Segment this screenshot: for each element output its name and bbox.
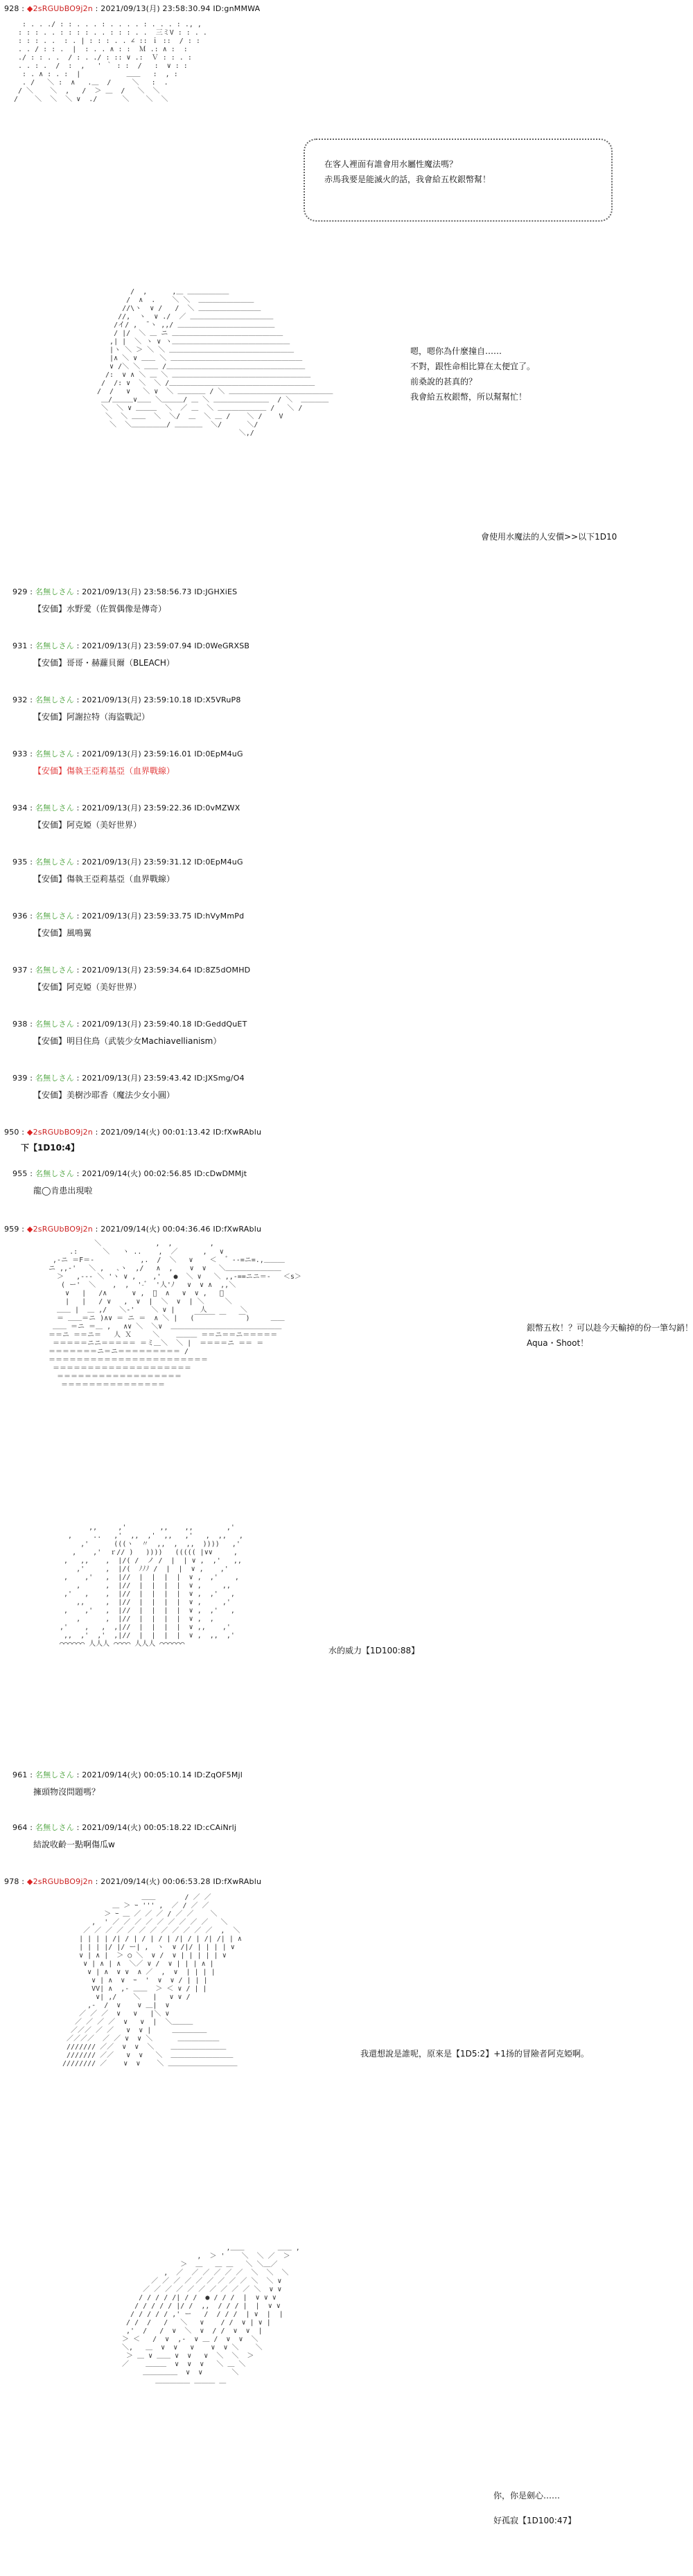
post-body: 【安価】水野愛（佐賀偶像是傳奇）	[33, 604, 167, 614]
speech-line: 銀幣五枚！？可以趁今天輸掉的份一筆勾銷！	[527, 1323, 693, 1333]
poster-name: 名無しさん	[35, 587, 74, 596]
post-body: 【安価】風鳴翼	[33, 928, 92, 938]
post-number[interactable]: 964	[12, 1823, 28, 1832]
post-number[interactable]: 961	[12, 1770, 28, 1779]
poster-name: 名無しさん	[35, 1074, 74, 1083]
post-number[interactable]: 938	[12, 1020, 28, 1029]
post-date: 2021/09/13(月) 23:58:30.94	[100, 4, 211, 13]
poster-id[interactable]: ID:fXwRAblu	[213, 1128, 262, 1137]
bubble-text	[324, 157, 491, 187]
reply-post: 964 : 名無しさん : 2021/09/14(火) 00:05:18.22 ID:cCAiNrlj 結說收齡一點啊傷瓜w	[12, 1823, 237, 1849]
poster-name: 名無しさん	[35, 641, 74, 650]
post-number[interactable]: 939	[12, 1074, 28, 1083]
post-header: 978 : ◆2sRGUbBO9j2n : 2021/09/14(火) 00:06:53.28 ID:fXwRAblu	[4, 1877, 262, 1886]
post-body: 【安価】美樹沙耶香（魔法少女小圓）	[33, 1090, 175, 1100]
post-number[interactable]: 929	[12, 587, 28, 596]
anka-instruction: 會使用水魔法的人安價>>以下1D10	[481, 532, 617, 542]
poster-id[interactable]: ID:cDwDMMjt	[194, 1169, 247, 1178]
speech-line: 你，你是劍心……	[493, 2491, 561, 2501]
post-body: 【安価】傷執王亞莉基亞（血界戰線）	[33, 766, 175, 776]
post-date: 2021/09/13(月) 23:59:34.64	[82, 966, 192, 975]
reply-post: 938 : 名無しさん : 2021/09/13(月) 23:59:40.18 ID:GeddQuET 【安価】明目住鳥（武装少女Machiavellianism）	[12, 1018, 250, 1072]
poster-id[interactable]: ID:ZqOF5Mjl	[194, 1770, 243, 1779]
ascii-art-aqua: ＼ , , , .: ＼ ヽ .. , ／ , ∨ ,-ニ ＝F＝- ,. / ＼ ∨ ＜ ゛--=ニ=.,＿＿＿ ニ ,,-' ＼ , ､ヽ ,/ ∧ , ∨ ∨ ＼＿＿＿＿＿＿＿＿ ＞ ,--- ＼ 'ヽ ∨ , ,' ● ＼ ∨ ＼ ,,-==ニニ＝- ＜s＞ ( ー' ＼ , , '-ﾞ '人'ﾉ ∨ ∨ ∧ ,,＼ ∨ | /∧ ∨ , ﾞ ∧ ∨ ∨ , ＼ | | / ∨ , ∨ | ＼ ∨ | ＼ ＼ ＿＿ | ＿ ,/ ＼-' ＼ ∨ | 人 ＼ ＝ ＿＿＝ニ )∧∨ ＝ ニ ＝ ∧ ＼ | (￣￣￣ ￣ ￣) ＿＿ ＿＿ ＝ニ ＝＿ , ∧∨ ＼ ＼∨ ＿＿＿＿＿＿＿＿＿＿＿＿＿＿＿＿ ＝＝ニ ＝＝ニ＝ 人 Ｘ ＼ ＿＿＿ ＝＝ニ＝＝ニ＝＝＝＝＝ ＝＝＝＝＝ニニ＝＝＝＝＝ ＝ミ＿＼ ＼ | ＝＝＝＝ニ ＝＝ ＝ ＝＝＝＝＝＝＝ニ＝ニ＝＝＝＝＝＝＝＝＝ / ＝＝＝＝＝＝＝＝＝＝＝＝＝＝＝＝＝＝＝＝＝＝＝ ＝＝＝＝＝＝＝＝＝＝＝＝＝＝＝＝＝＝＝＝ ＝＝＝＝＝＝＝＝＝＝＝＝＝＝＝＝＝＝ ＝＝＝＝＝＝＝＝＝＝＝＝＝＝＝	[49, 1240, 301, 1389]
reply-post: 937 : 名無しさん : 2021/09/13(月) 23:59:34.64 ID:8Z5dOMHD 【安価】阿克婭（美好世界）	[12, 966, 251, 992]
post-number[interactable]: 950	[4, 1128, 19, 1137]
post-body: 【安価】傷執王亞莉基亞（血界戰線）	[33, 874, 175, 884]
poster-id[interactable]: ID:0WeGRXSB	[194, 641, 250, 650]
reply-post: 931 : 名無しさん : 2021/09/13(月) 23:59:07.94 ID:0WeGRXSB 【安価】哥哥・赫蘿貝爾（BLEACH）	[12, 641, 250, 668]
poster-id[interactable]: ID:X5VRuP8	[194, 695, 241, 704]
reply-post: 935 : 名無しさん : 2021/09/13(月) 23:59:31.12 ID:0EpM4uG 【安価】傷執王亞莉基亞（血界戰線）	[12, 856, 250, 910]
speech-line: 我會給五枚銀幣，所以幫幫忙！	[410, 392, 527, 402]
post-body: 【安価】阿謝拉特（海盜戰記）	[33, 712, 150, 722]
reply-post: 936 : 名無しさん : 2021/09/13(月) 23:59:33.75 ID:hVyMmPd 【安価】風鳴翼	[12, 910, 250, 964]
post-date: 2021/09/14(火) 00:06:53.28	[100, 1877, 211, 1886]
reply-list	[12, 586, 250, 1126]
speech-line: 前桑說的甚真的？	[410, 377, 477, 387]
post-date: 2021/09/14(火) 00:01:13.42	[100, 1128, 211, 1137]
poster-id[interactable]: ID:0vMZWX	[194, 803, 240, 812]
poster-trip: 2sRGUbBO9j2n	[33, 4, 93, 13]
poster-id[interactable]: ID:JGHXiES	[194, 587, 238, 596]
post-date: 2021/09/13(月) 23:58:56.73	[82, 587, 192, 596]
reply-post: 929 : 名無しさん : 2021/09/13(月) 23:58:56.73 ID:JGHXiES 【安価】水野愛（佐賀偶像是傳奇）	[12, 586, 250, 640]
poster-trip: 2sRGUbBO9j2n	[33, 1128, 93, 1137]
poster-name: 名無しさん	[35, 803, 74, 812]
poster-id[interactable]: ID:JXSmg/O4	[194, 1074, 245, 1083]
post-date: 2021/09/14(火) 00:05:10.14	[82, 1770, 192, 1779]
post-number[interactable]: 928	[4, 4, 19, 13]
poster-name: 名無しさん	[35, 1770, 74, 1779]
post-header: 959 : ◆2sRGUbBO9j2n : 2021/09/14(火) 00:04:36.46 ID:fXwRAblu	[4, 1225, 262, 1234]
post-body: 擁頭物沒問題嗎？	[33, 1787, 100, 1797]
post-date: 2021/09/13(月) 23:59:22.36	[82, 803, 192, 812]
post-date: 2021/09/13(月) 23:59:33.75	[82, 912, 192, 921]
poster-id[interactable]: ID:gnMMWA	[213, 4, 261, 13]
post-date: 2021/09/13(月) 23:59:43.42	[82, 1074, 192, 1083]
post-number[interactable]: 937	[12, 966, 28, 975]
poster-id[interactable]: ID:hVyMmPd	[194, 912, 245, 921]
post-number[interactable]: 978	[4, 1877, 19, 1886]
post-body: 【安価】哥哥・赫蘿貝爾（BLEACH）	[33, 658, 175, 668]
poster-name: 名無しさん	[35, 1169, 74, 1178]
op-diamond-icon: ◆	[26, 1128, 33, 1137]
post-number[interactable]: 955	[12, 1169, 28, 1178]
op-diamond-icon: ◆	[26, 4, 33, 13]
ascii-art-merchant: / , ,＿ ＿＿＿＿＿＿ / ∧ . ＼ ＼ ＿＿＿＿＿＿＿＿ //\ヽ ∨ / / ＼ ＿＿＿＿＿＿＿＿＿ //, ヽ ∨ ./ ／ ＿＿＿＿＿＿＿＿＿＿＿＿ /イ/ , ̄ ヽ ,,/ ＿＿＿＿＿＿＿＿＿＿＿＿＿＿ / |/ ＼ ＿ ニ ＿＿＿＿＿＿＿＿＿＿＿＿＿＿＿＿ ,| | ＼ ヽ ∨ ヽ＿＿＿＿＿＿＿＿＿＿＿＿＿＿＿＿＿ |ヽ ＼ ＞ ＼ ＼ ＿＿＿＿＿＿＿＿＿＿＿＿＿＿＿＿＿＿ |∧ ＼ ∨ ＿＿ ＼ ＿＿＿＿＿＿＿＿＿＿＿＿＿＿＿＿＿＿＿ ∨ /＼ ＼ ＿＿ /＿＿＿＿＿＿＿＿＿＿＿＿＿＿＿＿＿＿＿＿ /: ∨ ∧ ＼ ＿ ＼ ＿＿＿＿＿＿＿＿＿＿＿＿＿＿＿＿＿＿＿＿ / /: ∨ ＼ ＼ /＿＿＿＿＿＿＿＿＿＿＿＿＿＿＿＿＿＿＿＿＿ / / ∨ ＼ ∨ ＼ ＿＿＿＿ / ＼ ＿＿＿＿＿＿＿＿＿＿＿＿＿＿＿ ＿/＿＿＿∨＿＿ ＼＿＿＿/ ＿ ＼ ＿＿＿＿＿＿＿＿ / ＼ ＿＿＿＿ ＼ ＼ ∨ ＿＿＿ ＼ ／ ＿ ＼ ＿＿＿＿＿＿＿ / ＼ / ＼ ＼ ＿＿ ＼ ＼/ ＿ ＼ ＿ / ＼ / V ＼ ＼＿＿＿＿＿/ ＿＿＿＿ ＼/ ＼/ ＼,/	[97, 288, 333, 437]
post-date: 2021/09/13(月) 23:59:07.94	[82, 641, 192, 650]
ascii-art-figure-dark: ＿＿ / ／ ／ ＿ ＞ ｰ ''' , ／ / ／ ／ ＞ ｰ ＿ ／ ／ ／ / ／ ／ ＼ , ' ／ ／ ／ ／ ／ ／ ／ ／ ／ ＼ ／ ／ ／ ／ ／ ／ ／ ／ ／ ／ ／ ／ , ＼ | | | | /| / | / | / | /| / | /| /| | ∧ | | | |/ |/ ー| , ヽ ∨ /|/ | | | | ∨ ∨ | ∧ | ＞ ○ ＼ ∨ / ∨ | | | | | ∨ ∨ | ∧ | ∧ ＼／ ∨ / ∨ | | | ∧ | ∨ | ∧ ∨ ∨ ∧ ／ , ∨ | | | | ∨ | ∧ ∨ ｰ ' ∨ ∨ / | | | VV| ∧ ,- ＿＿ ＞ ＜ ∨ / | | ∨| ,/ ＼ | ∨ ∨ / ,- / ∨ ∨ ＿| ∨ ／ ／ ／ ∨ ∨ |＼ ∨ ／ ／ ／ ／ ∨ ∨ | ＼＿＿＿ ／／／ ／ ／ ∨ ∨ | ＿＿＿＿＿ ／／／／ ／ ／ ∨ ∨ ＼ ＿＿＿＿＿＿ /////// ／／ ∨ ∨ ＼ ＿＿＿＿＿＿＿＿ /////// ／／ ∨ ∨ ＼ ＿＿＿＿＿＿＿＿＿ //////// ／ ∨ ∨ ＼ ＿＿＿＿＿＿＿＿＿＿	[62, 1894, 242, 2068]
op-diamond-icon: ◆	[26, 1225, 33, 1234]
reply-post: 955 : 名無しさん : 2021/09/14(火) 00:02:56.85 ID:cDwDMMjt 龍◯肯患出現啦	[12, 1169, 247, 1196]
speech-line: Aqua・Shoot！	[527, 1338, 589, 1348]
poster-name: 名無しさん	[35, 858, 74, 867]
bubble-line: 在客人裡面有誰會用水屬性魔法嗎？	[324, 159, 458, 169]
post-body: 【安価】阿克婭（美好世界）	[33, 982, 142, 992]
post-date: 2021/09/14(火) 00:05:18.22	[82, 1823, 192, 1832]
ascii-art-figure-hair: ,＿＿ ＿＿ , , ＞ ' ＼ ＼ ／ ＞ ＞ ＿ ＿ ＿ ＼ ＼＿／ , ／ ／ ／ ／ ／ ／ ＼ ＼ ＼ ／ ／ ／ ／ ／ ／ ／ ／ ／ ＼ ＼ ∨ ／ ／ ／ ／ ／ ／ ／ ／ ／ ／ ＼ ∨ ∨ / / / / /| / / ● / / / | ∨ ∨ ∨ / / / / / |/ / ,, / / / | | ∨ ∨ / / / / / ,' ー / / / / | ∨ | | / / / / ＼ ∨ / / ∨ | ∨ | ,' / / ∨ ＼ ∨ / / ∨ ∨ | ＞ ＜ / ∨ ,- ∨ ＿ / ∨ ∨ ＼ ＼, ＿ ∨ ∨ ∨ ∨ ∨ ＼ ＼ ＞ ＿ ∨ ＿＿ ∨ ∨ ∨ ＼ ＼ ＞ ／ ＿＿＿ ∨ ∨ ∨ ＼ ＿ ＼ ＿＿＿＿＿ ∨ ∨ ＼ ＿＿＿＿＿ ＿＿＿ ＿	[122, 2244, 300, 2385]
post-date: 2021/09/13(月) 23:59:31.12	[82, 858, 192, 867]
post-body: 【安価】明目住鳥（武装少女Machiavellianism）	[33, 1036, 222, 1046]
poster-id[interactable]: ID:8Z5dOMHD	[194, 966, 251, 975]
swordsman-speech	[493, 2488, 576, 2528]
dice-result: 下【1D10:4】	[21, 1143, 80, 1153]
poster-id[interactable]: ID:fXwRAblu	[213, 1877, 262, 1886]
speech-line: 不對，跟性命相比算在太便宜了。	[410, 362, 536, 371]
post-header: 928 : ◆2sRGUbBO9j2n : 2021/09/13(月) 23:58:30.94 ID:gnMMWA	[4, 4, 261, 13]
post-number[interactable]: 936	[12, 912, 28, 921]
speech-line: 好孤寂【1D100:47】	[493, 2516, 577, 2525]
poster-name: 名無しさん	[35, 749, 74, 758]
post-number[interactable]: 935	[12, 858, 28, 867]
post-number[interactable]: 959	[4, 1225, 19, 1234]
post-body: 龍◯肯患出現啦	[33, 1186, 93, 1196]
water-power-result: 水的威力【1D100:88】	[328, 1646, 420, 1655]
post-date: 2021/09/13(月) 23:59:10.18	[82, 695, 192, 704]
poster-id[interactable]: ID:fXwRAblu	[213, 1225, 262, 1234]
post-date: 2021/09/14(火) 00:04:36.46	[100, 1225, 211, 1234]
post-body: 【安価】阿克婭（美好世界）	[33, 820, 142, 830]
poster-trip: 2sRGUbBO9j2n	[33, 1225, 93, 1234]
post-date: 2021/09/14(火) 00:02:56.85	[82, 1169, 192, 1178]
poster-id[interactable]: ID:0EpM4uG	[194, 858, 243, 867]
poster-name: 名無しさん	[35, 1020, 74, 1029]
poster-name: 名無しさん	[35, 966, 74, 975]
post-body: 結說收齡一點啊傷瓜w	[33, 1840, 115, 1849]
reply-post: 933 : 名無しさん : 2021/09/13(月) 23:59:16.01 ID:0EpM4uG 【安価】傷執王亞莉基亞（血界戰線）	[12, 748, 250, 802]
ascii-art-scene1-top: : . . ./ : : . . . : . . . . : . . . : ., , : : : . . : : : : . . : : : . . 三ミV : : . . : : : . . : . | : : : . . ∠ :: ｉ :: / : : . . / : : . | : . . ∧ : : Ｍ .: ∧ : : ./ : : . . / : . ./ : :: ∨ .: Ｖ : : . : . . : . / : , ' ｀ : : / : ∨ : : : . ∧ : . : | ＿＿ : , : . / ＼ : ∧ .＿ / ＼ : . / ＼ ＼ , / ＞ ＿ / ＼ ＼ / ＼ ＼ ＼ ∨ ./ ＼ ＼ ＼	[14, 21, 207, 103]
reply-post: 961 : 名無しさん : 2021/09/14(火) 00:05:10.14 ID:ZqOF5Mjl 擁頭物沒問題嗎？	[12, 1770, 243, 1797]
post-header: 950 : ◆2sRGUbBO9j2n : 2021/09/14(火) 00:01:13.42 ID:fXwRAblu	[4, 1128, 262, 1137]
post-date: 2021/09/13(月) 23:59:16.01	[82, 749, 192, 758]
poster-id[interactable]: ID:0EpM4uG	[194, 749, 243, 758]
poster-id[interactable]: ID:cCAiNrlj	[194, 1823, 237, 1832]
ascii-art-water: ,, ,' ,, ,, ,' , .. ,' ,, ,' ,, ,' , ,, , ,' (((ヽ 〃 ,, , ,, )))) ,' , ,' ｒ// ) )))) ((((( |∨∨ , , ,, , |/( / ノ / | | ∨ , ,' ,, ,' , |/( ﾉﾉﾉ / | | ∨ , ,' , ,' , |// | | | | ∨ , ,' , , , |// | | | | ∨ , ,, ,' , , |// | | | | ∨ , ,' , ,, , |// | | | | ∨ , ,' , ,' , |// | | | | ∨ , ,' , , , |// | | | | ∨ , , ,' , , ,|// | | | | ∨ ,, ,' ,, ,' ,' ,|// | | | | ∨ , ,, ,' ⌒⌒⌒⌒⌒⌒ 人人人 ⌒⌒⌒⌒ 人人人 ⌒⌒⌒⌒⌒⌒	[60, 1524, 243, 1648]
post-number[interactable]: 934	[12, 803, 28, 812]
post-number[interactable]: 932	[12, 695, 28, 704]
op-diamond-icon: ◆	[26, 1877, 33, 1886]
merchant-speech	[410, 344, 535, 405]
reply-post: 934 : 名無しさん : 2021/09/13(月) 23:59:22.36 ID:0vMZWX 【安価】阿克婭（美好世界）	[12, 802, 250, 856]
narration-line: 我還想說是誰呢，原來是【1D5:2】+1扬的冒險者阿克婭啊。	[360, 2049, 589, 2059]
poster-trip: 2sRGUbBO9j2n	[33, 1877, 93, 1886]
speech-line: 嗯，嗯你為什麼撞自……	[410, 346, 502, 356]
post-number[interactable]: 931	[12, 641, 28, 650]
poster-id[interactable]: ID:GeddQuET	[194, 1020, 247, 1029]
poster-name: 名無しさん	[35, 695, 74, 704]
aqua-speech	[527, 1320, 693, 1351]
post-number[interactable]: 933	[12, 749, 28, 758]
post-date: 2021/09/13(月) 23:59:40.18	[82, 1020, 192, 1029]
poster-name: 名無しさん	[35, 1823, 74, 1832]
reply-post: 939 : 名無しさん : 2021/09/13(月) 23:59:43.42 ID:JXSmg/O4 【安価】美樹沙耶香（魔法少女小圓）	[12, 1072, 250, 1126]
poster-name: 名無しさん	[35, 912, 74, 921]
reply-post: 932 : 名無しさん : 2021/09/13(月) 23:59:10.18 ID:X5VRuP8 【安価】阿謝拉特（海盜戰記）	[12, 694, 250, 748]
bubble-line: 赤馬我要是能滅火的話，我會給五枚銀幣幫！	[324, 175, 491, 184]
